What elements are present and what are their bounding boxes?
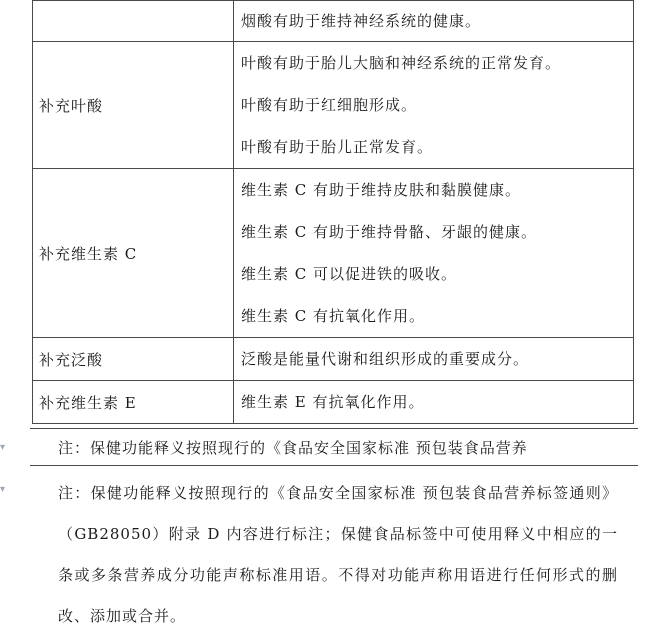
claim-line: 维生素 C 有助于维持骨骼、牙龈的健康。 bbox=[241, 223, 538, 241]
paragraph-anchor-icon[interactable]: ▾ bbox=[0, 442, 6, 453]
function-claims-cell bbox=[234, 1, 634, 42]
function-claims-cell bbox=[234, 381, 634, 424]
nutrient-label-cell: 补充叶酸 bbox=[33, 42, 234, 169]
table-row bbox=[33, 169, 634, 338]
nutrient-label-cell: 补充维生素 C bbox=[33, 169, 234, 338]
function-claims-cell bbox=[234, 42, 634, 169]
nutrient-label-cell: 补充维生素 E bbox=[33, 381, 234, 424]
nutrient-label-cell: 补充泛酸 bbox=[33, 338, 234, 381]
claim-line: 叶酸有助于胎儿大脑和神经系统的正常发育。 bbox=[241, 54, 562, 72]
nutrient-label-cell bbox=[33, 1, 234, 42]
function-claims-cell bbox=[234, 169, 634, 338]
claim-line: 维生素 C 可以促进铁的吸收。 bbox=[241, 265, 458, 283]
nutrient-function-table bbox=[32, 0, 634, 424]
paragraph-anchor-icon[interactable]: ▾ bbox=[0, 484, 6, 495]
table-row bbox=[33, 381, 634, 424]
claim-line: 烟酸有助于维持神经系统的健康。 bbox=[241, 12, 482, 30]
claim-line: 维生素 C 有抗氧化作用。 bbox=[241, 307, 426, 325]
claim-line: 维生素 E 有抗氧化作用。 bbox=[241, 393, 425, 411]
claim-line: 叶酸有助于红细胞形成。 bbox=[241, 96, 418, 114]
table-row bbox=[33, 338, 634, 381]
note-full: 注：保健功能释义按照现行的《食品安全国家标准 预包装食品营养标签通则》（GB28050）附录 D 内容进行标注；保健食品标签中可使用释义中相应的一条或多条营养成分功能声称标准用语。不得对功能声称用语进行任何形式的删改、添加或合并。 bbox=[58, 484, 618, 625]
table-row bbox=[33, 42, 634, 169]
claim-line: 维生素 C 有助于维持皮肤和黏膜健康。 bbox=[241, 181, 522, 199]
claim-line: 叶酸有助于胎儿正常发育。 bbox=[241, 138, 434, 156]
claim-line: 泛酸是能量代谢和组织形成的重要成分。 bbox=[241, 350, 530, 368]
function-claims-cell bbox=[234, 338, 634, 381]
table-row bbox=[33, 1, 634, 42]
note-short: 注：保健功能释义按照现行的《食品安全国家标准 预包装食品营养 bbox=[30, 428, 638, 466]
